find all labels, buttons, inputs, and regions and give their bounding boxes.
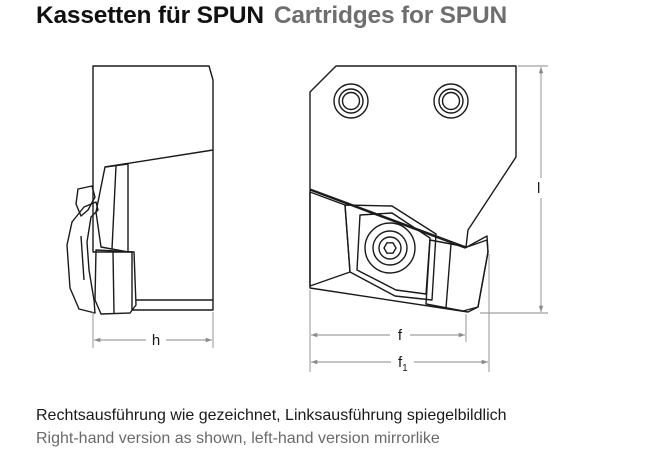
clamp-screw (365, 223, 415, 273)
front-view-bolts (334, 84, 468, 273)
clamp-screw-ring (373, 231, 407, 265)
caption-german: Rechtsausführung wie gezeichnet, Linksausführung spiegelbildlich (36, 407, 507, 424)
front-view-insert-edge (446, 244, 451, 308)
caption-english: Right-hand version as shown, left-hand version mirrorlike (36, 430, 440, 447)
title-english: Cartridges for SPUN (273, 2, 507, 29)
front-view-pocket (310, 190, 488, 312)
dim-f1-label (398, 354, 408, 374)
dimension-l (480, 66, 548, 313)
front-view-clamp-face (310, 192, 350, 286)
dimension-f (310, 290, 466, 372)
mounting-bolt-left (334, 84, 368, 118)
front-view (310, 66, 516, 312)
bolt-right-hole (443, 93, 460, 110)
side-view-insert (95, 250, 136, 314)
side-view-body-outline (93, 66, 213, 310)
side-view-clamp-detail (81, 236, 84, 280)
side-view-clamp-screw (76, 186, 95, 216)
clamp-screw-inner (379, 237, 401, 259)
title-german: Kassetten für SPUN (36, 2, 264, 29)
dim-f-label: f (397, 327, 403, 344)
dim-l-label: l (537, 180, 541, 197)
side-view-holder-edge (112, 166, 116, 249)
side-view-insert-edge (113, 252, 114, 313)
dim-f1-main: f (398, 354, 403, 371)
hex-socket-icon (384, 243, 396, 253)
dim-h-label: h (151, 332, 161, 349)
mounting-bolt-right (434, 84, 468, 118)
bolt-left-hole (343, 93, 360, 110)
dimension-h (93, 312, 213, 349)
dim-f1-subscript: 1 (402, 363, 408, 374)
dimension-f1 (311, 254, 489, 374)
side-view (67, 66, 213, 314)
